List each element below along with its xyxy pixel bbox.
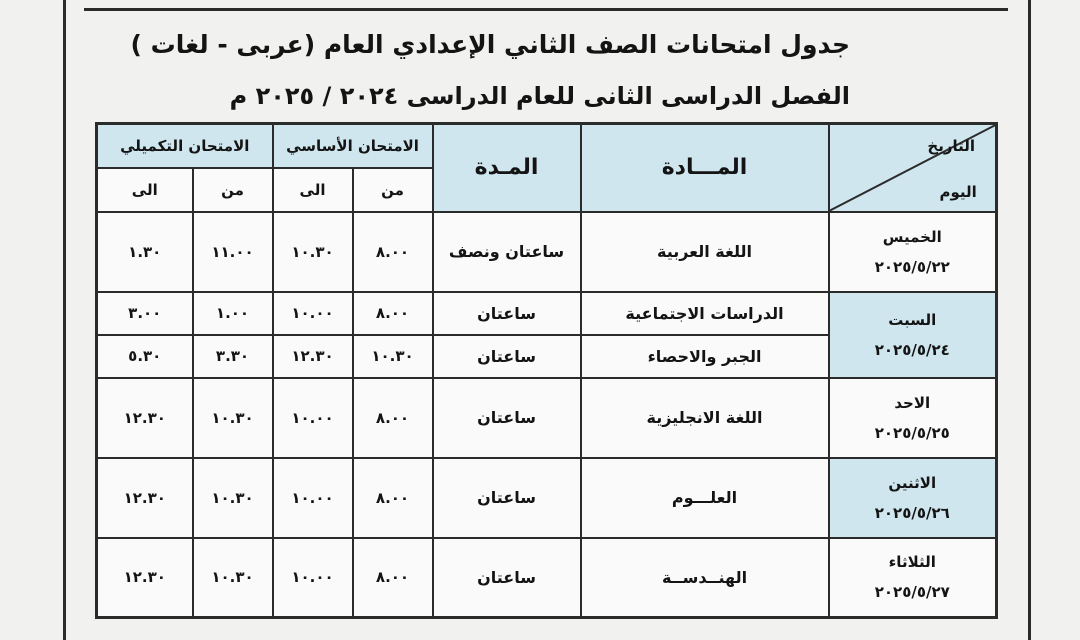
day-name: السبت xyxy=(888,310,937,329)
basic-to-cell: ١٠.٠٠ xyxy=(273,292,353,335)
basic-to-cell: ١٢.٣٠ xyxy=(273,335,353,378)
top-rule xyxy=(84,8,1008,11)
supp-from-cell: ١٠.٣٠ xyxy=(193,378,273,458)
basic-to-cell: ١٠.٠٠ xyxy=(273,458,353,538)
day-cell xyxy=(829,538,997,618)
corner-header xyxy=(829,124,997,212)
page-title: جدول امتحانات الصف الثاني الإعدادي العام (عربى - لغات ) xyxy=(130,30,850,59)
table-row xyxy=(97,212,997,292)
day-name: الاحد xyxy=(894,393,931,412)
basic-to-header: الى xyxy=(273,168,353,212)
basic-from-cell: ٨.٠٠ xyxy=(353,458,433,538)
day-cell xyxy=(829,378,997,458)
day-date: ٢٠٢٥/٥/٢٤ xyxy=(874,340,950,359)
duration-cell: ساعتان xyxy=(433,378,581,458)
day-cell xyxy=(829,212,997,292)
duration-cell: ساعتان ونصف xyxy=(433,212,581,292)
subject-cell: الجبر والاحصاء xyxy=(581,335,829,378)
basic-from-cell: ٨.٠٠ xyxy=(353,378,433,458)
supp-from-cell: ١٠.٣٠ xyxy=(193,458,273,538)
duration-cell: ساعتان xyxy=(433,458,581,538)
basic-from-header: من xyxy=(353,168,433,212)
corner-date-label: التاريخ xyxy=(927,137,976,155)
supp-to-cell: ٥.٣٠ xyxy=(97,335,193,378)
supp-from-cell: ١٠.٣٠ xyxy=(193,538,273,618)
supp-from-cell: ١.٠٠ xyxy=(193,292,273,335)
day-cell xyxy=(829,292,997,378)
duration-cell: ساعتان xyxy=(433,292,581,335)
basic-to-cell: ١٠.٠٠ xyxy=(273,538,353,618)
basic-from-cell: ٨.٠٠ xyxy=(353,292,433,335)
supp-to-cell: ٣.٠٠ xyxy=(97,292,193,335)
day-date: ٢٠٢٥/٥/٢٥ xyxy=(874,423,950,442)
basic-from-cell: ٨.٠٠ xyxy=(353,212,433,292)
duration-cell: ساعتان xyxy=(433,538,581,618)
exam-schedule-table xyxy=(95,122,998,619)
subject-cell: الدراسات الاجتماعية xyxy=(581,292,829,335)
subject-cell: اللغة الانجليزية xyxy=(581,378,829,458)
subject-cell: الهنــدســة xyxy=(581,538,829,618)
table-row xyxy=(97,378,997,458)
day-date: ٢٠٢٥/٥/٢٦ xyxy=(874,503,950,522)
basic-to-cell: ١٠.٣٠ xyxy=(273,212,353,292)
table-row xyxy=(97,538,997,618)
basic-to-cell: ١٠.٠٠ xyxy=(273,378,353,458)
basic-from-cell: ١٠.٣٠ xyxy=(353,335,433,378)
subject-cell: العلـــوم xyxy=(581,458,829,538)
day-name: الاثنين xyxy=(888,473,937,492)
duration-header: المـدة xyxy=(433,124,581,212)
supp-exam-header: الامتحان التكميلي xyxy=(97,124,273,168)
supp-to-cell: ١٢.٣٠ xyxy=(97,458,193,538)
supp-from-cell: ١١.٠٠ xyxy=(193,212,273,292)
basic-from-cell: ٨.٠٠ xyxy=(353,538,433,618)
supp-from-cell: ٣.٣٠ xyxy=(193,335,273,378)
supp-to-header: الى xyxy=(97,168,193,212)
day-name: الثلاثاء xyxy=(888,553,936,572)
day-name: الخميس xyxy=(882,227,942,246)
day-cell xyxy=(829,458,997,538)
table-row xyxy=(97,292,997,335)
day-date: ٢٠٢٥/٥/٢٧ xyxy=(874,583,950,602)
supp-to-cell: ١.٣٠ xyxy=(97,212,193,292)
table-row xyxy=(97,458,997,538)
basic-exam-header: الامتحان الأساسي xyxy=(273,124,433,168)
supp-to-cell: ١٢.٣٠ xyxy=(97,538,193,618)
subject-header: المـــادة xyxy=(581,124,829,212)
corner-day-label: اليوم xyxy=(939,182,977,201)
subject-cell: اللغة العربية xyxy=(581,212,829,292)
day-date: ٢٠٢٥/٥/٢٢ xyxy=(874,257,950,276)
supp-from-header: من xyxy=(193,168,273,212)
supp-to-cell: ١٢.٣٠ xyxy=(97,378,193,458)
duration-cell: ساعتان xyxy=(433,335,581,378)
page-subtitle: الفصل الدراسى الثانى للعام الدراسى ٢٠٢٤ / ٢٠٢٥ م xyxy=(229,82,850,110)
